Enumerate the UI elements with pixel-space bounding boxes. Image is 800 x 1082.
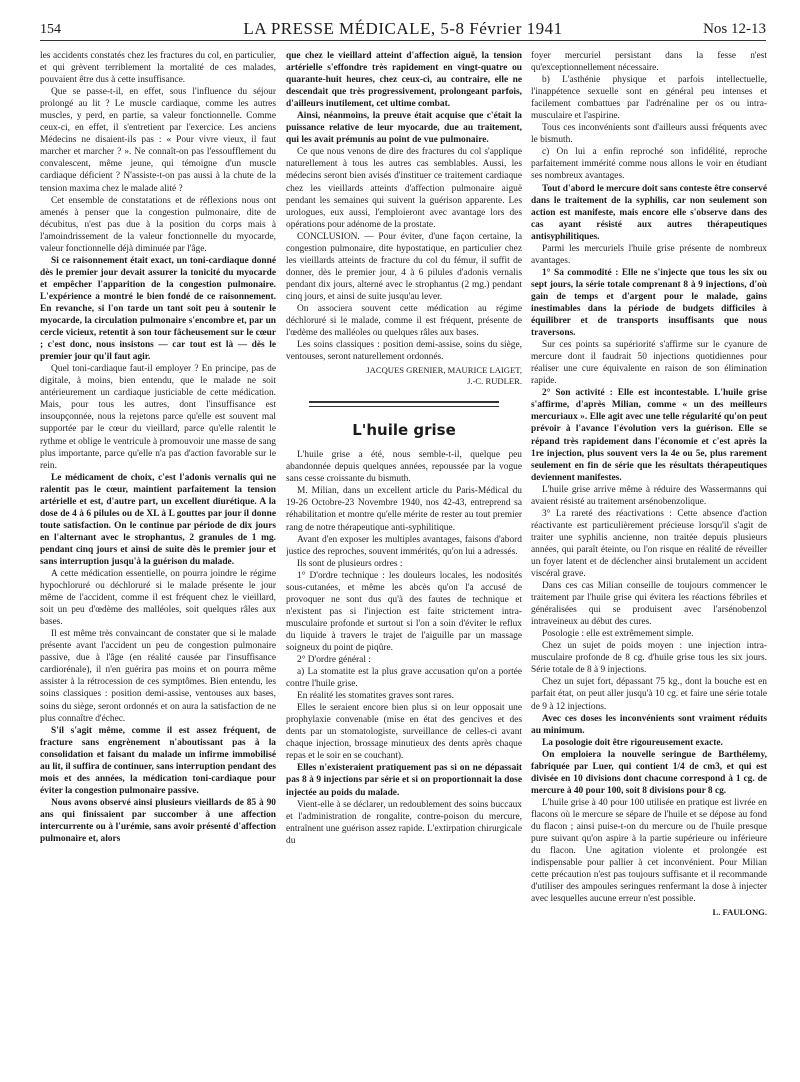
paragraph: Posologie : elle est extrêmement simple.	[542, 629, 694, 640]
paragraph: 2° D'ordre général :	[297, 655, 371, 666]
paragraph: Si ce raisonnement était exact, un toni-cardiaque donné dès le premier jour devait assurer la tonicité du myocarde et empêcher l'apparition de la congestion pulmonaire. L'expérience a montré le bien fondé de ce raisonnement. En revanche, si l'on tarde un tant soit peu à soutenir le myocarde, la circulation pulmonaire s'encombre et, par un cercle vicieux, retentit à son tour fâcheusement sur le cœur ; c'est donc, nous insistons — car tout est là — dès le premier jour qu'il faut agir.	[40, 255, 276, 363]
paragraph: Tous ces inconvénients sont d'ailleurs aussi fréquents avec le bismuth.	[531, 123, 767, 146]
paragraph: a) La stomatite est la plus grave accusation qu'on a portée contre l'huile grise.	[286, 667, 522, 690]
paragraph: Dans ces cas Milian conseille de toujours commencer le traitement par l'huile grise qui évitera les réactions fébriles et généralisées qui se produisent avec l'arsénobenzol intraveineux au début des cures.	[531, 581, 767, 628]
section-title: L'huile grise	[352, 421, 456, 440]
paragraph: Elles n'existeraient pratiquement pas si on ne dépassait pas 8 à 9 injections par série et si on proportionnait la dose injectée au poids du malade.	[286, 763, 522, 798]
paragraph: Avec ces doses les inconvénients sont vraiment réduits au minimum.	[531, 713, 767, 736]
paragraph: c) On lui a enfin reproché son infidélité, reproche parfaitement immérité comme nous allons le voir en étudiant ses nombreux avantages.	[531, 147, 767, 182]
article-adonis-end	[286, 50, 522, 363]
paragraph: Ils sont de plusieurs ordres :	[297, 558, 403, 569]
article-huile-grise-continued	[531, 50, 767, 905]
paragraph: CONCLUSION. — Pour éviter, d'une façon certaine, la congestion pulmonaire, dite hypostatique, en particulier chez les vieillards atteints de fracture du col du fémur, il suffit de donner, dès le premier jour, 4 à 6 pilules d'adonis vernalis pendant dix jours, alterné avec le strophantus (2 mg.) pendant cinq jours, et ainsi de suite jusqu'au lever.	[286, 231, 522, 302]
paragraph: L'huile grise arrive même à réduire des Wassermanns qui avaient résisté au traitement arsénobenzolique.	[531, 484, 767, 507]
paragraph: Elles le seraient encore bien plus si on leur opposait une prophylaxie convenable (mise en état des gencives et des dents par un stomatologiste, surveillance de celles-ci avant chaque injection, brossage minutieux des dents après chaque repas et le soir en se couchant).	[286, 703, 522, 762]
paragraph: 1° D'ordre technique : les douleurs locales, les nodosités sous-cutanées, et même les abcès qu'on l'a accusé de provoquer ne sont dus qu'à des fautes de technique et n'existent pas si l'injection est faite strictement intra-musculaire profonde et surtout si l'on a soin d'éviter le reflux du liquide à travers le trajet de l'aiguille par un massage soigneux du point de piqûre.	[286, 570, 522, 653]
paragraph: les accidents constatés chez les fractures du col, en particulier, et qui grèvent terriblement la mortalité de ces malades, pouvaient être dus à cette insuffisance.	[40, 51, 276, 86]
column-3	[531, 50, 767, 1075]
paragraph: En réalité les stomatites graves sont rares.	[297, 691, 454, 702]
page-header	[40, 18, 766, 41]
paragraph: On emploiera la nouvelle seringue de Barthélemy, fabriquée par Luer, qui contient 1/4 de cm3, et qui est divisée en 10 divisions dont chacune correspond à 1 cg. de mercure à 40 pour 100, soit 8 divisions pour 8 cg.	[531, 749, 767, 796]
paragraph: Il est même très convaincant de constater que si le malade présente avant l'accident un peu de congestion pulmonaire passive, due à l'âge (en réalité causée par l'insuffisance cardiorénale), il n'en guérira pas moins et on pourra même assister à la rétrocession de ces symptômes. Bien entendu, les soins classiques : position demi-assise, ventouses aux bases, soins du siège, seront ordonnés et on aura la satisfaction de ne plus connaître d'échec.	[40, 629, 276, 724]
paragraph: 2° Son activité : Elle est incontestable. L'huile grise s'affirme, d'après Milian, comme « un des meilleurs mercuriaux ». Elle agit avec une telle régularité qu'on peut prévoir à l'avance l'évolution vers la guérison. Elle se répand très rapidement dans l'économie et c'est après la 1re injection, plus souvent vers la 4e ou 5e, plus rarement seulement en fin de série que les résultats thérapeutiques deviennent manifestes.	[531, 388, 767, 483]
issue-number: Nos 12-13	[703, 21, 766, 37]
page-number: 154	[40, 22, 61, 37]
paragraph: Cet ensemble de constatations et de réflexions nous ont amenés à penser que la congestion pulmonaire, dite de décubitus, n'est pas due à la position du corps mais à l'amoindrissement de la valeur fonctionnelle du myocarde, valeur fonctionnelle déjà diminuée par l'âge.	[40, 195, 276, 254]
paragraph: La posologie doit être rigoureusement exacte.	[542, 737, 723, 748]
section-divider	[309, 401, 499, 403]
paragraph: Chez un sujet de poids moyen : une injection intra-musculaire profonde de 8 cg. d'huile grise tous les six jours. Série totale de 8 à 9 injections.	[531, 641, 767, 676]
column-1	[40, 50, 276, 1075]
journal-title: LA PRESSE MÉDICALE, 5-8 Février 1941	[243, 19, 563, 38]
paragraph: Parmi les mercuriels l'huile grise présente de nombreux avantages.	[531, 243, 767, 266]
column-2	[286, 50, 522, 1075]
authors-signature-line-2: J.-C. RUDLER.	[467, 376, 522, 387]
paragraph: L'huile grise à 40 pour 100 utilisée en pratique est livrée en flacons où le mercure se sépare de l'huile et se dépose au fond du flacon ; ainsi puise-t-on du mercure ou de l'huile presque pure suivant qu'on aspire à la partie supérieure ou inférieure du flacon. Une agitation violente et prolongée est indispensable pour pallier à cet inconvénient. Pour Milian cette précaution n'est pas toujours suffisante et il recommande d'utiliser des ampoules seringues renfermant la dose à injecter avec lesquelles aucune erreur n'est possible.	[531, 797, 767, 905]
paragraph: Vient-elle à se déclarer, un redoublement des soins buccaux et l'administration de rongalite, contre-poison du mercure, entraînent une guérison assez rapide. L'extirpation chirurgicale du	[286, 799, 522, 846]
article-huile-grise-start	[286, 449, 522, 847]
paragraph: Ainsi, néanmoins, la preuve était acquise que c'était la puissance relative de leur myocarde, due au traitement, qui les avait prémunis au point de vue pulmonaire.	[286, 111, 522, 146]
paragraph: Les soins classiques : position demi-assise, soins du siège, ventouses, seront naturellement ordonnés.	[286, 340, 522, 363]
paragraph: 3° La rareté des réactivations : Cette absence d'action réactivante est particulièrement précieuse lorsqu'il s'agit de traiter une syphilis ancienne, non traitée depuis plusieurs années, qui paraît éteinte, ou l'on risque en réalité de réveiller un foyer latent et de déclencher ainsi brutalement un accident viscéral grave.	[531, 508, 767, 580]
paragraph: foyer mercuriel persistant dans la fesse n'est qu'exceptionnellement nécessaire.	[531, 51, 767, 74]
paragraph: S'il s'agit même, comme il est assez fréquent, de fracture sans engrènement n'aboutissant pas à la consolidation et faisant du malade un infirme immobilisé au lit, il suffira de continuer, sans interruption pendant des mois et des années, la médication toni-cardiaque pour éviter la congestion pulmonaire passive.	[40, 725, 276, 796]
paragraph: Que se passe-t-il, en effet, sous l'influence du séjour prolongé au lit ? Le muscle cardiaque, comme les autres muscles, y perd, en partie, sa valeur fonctionnelle. Comme ceux-ci, en effet, il s'entretient par l'exercice. Les anciens Médecins ne disaient-ils pas : « Pour vivre vieux, il faut marcher et marcher ? ». Ne connaît-on pas l'essoufflement du convalescent, même jeune, qui témoigne d'un muscle cardiaque déficient ? N'assiste-t-on pas aussi à la chute de la tension maxima chez le malade alité ?	[40, 87, 276, 194]
section-divider-thin	[309, 406, 499, 407]
paragraph: Quel toni-cardiaque faut-il employer ? En principe, pas de digitale, à moins, bien entendu, que le malade ne soit antérieurement un cardiaque justiciable de cette médication. Mais, pour tous les autres, dont l'insuffisance est insoupçonnée, nous la rejetons parce qu'elle est souvent mal supportée par le cœur du vieillard, parce qu'elle ralentit le rythme et oblige le ventricule à promouvoir une masse de sang plus importante, parce qu'elle n'a pas d'action favorable sur le rein.	[40, 364, 276, 471]
paragraph: Le médicament de choix, c'est l'adonis vernalis qui ne ralentit pas le cœur, maintient parfaitement la tension artérielle et est, d'autre part, un excellent diurétique. A la dose de 4 à 6 pilules ou de XL à L gouttes par jour il donne toute satisfaction. On le continue par période de dix jours en l'alternant avec le strophantus, 2 granules de 1 mg. pendant cinq jours et ainsi de suite dès le premier jour et sans interruption jusqu'à la guérison du malade.	[40, 472, 276, 567]
paragraph: b) L'asthénie physique et parfois intellectuelle, l'inappétence sexuelle sont en général peu intenses et facilement combattues par l'adrénaline per os ou intra-musculaire et l'aspirine.	[531, 75, 767, 122]
paragraph: Chez un sujet fort, dépassant 75 kg., dont la bouche est en parfait état, on peut aller jusqu'à 10 cg. et faire une série totale de 9 à 12 injections.	[531, 677, 767, 712]
paragraph: Tout d'abord le mercure doit sans conteste être conservé dans le traitement de la syphilis, car non seulement son action est manifeste, mais encore elle s'observe dans des cas ayant résisté aux autres thérapeutiques antisyphilitiques.	[531, 183, 767, 242]
paragraph: M. Milian, dans un excellent article du Paris-Médical du 19-26 Octobre-23 Novembre 1940, nos 42-43, entreprend sa réhabilitation et montre qu'elle mérite de rester au tout premier rang de notre thérapeutique anti-syphilitique.	[286, 486, 522, 533]
author-signature: L. FAULONG.	[712, 907, 767, 918]
paragraph: Sur ces points sa supériorité s'affirme sur le cyanure de mercure dont il faudrait 50 injections quotidiennes pour réaliser une cure équivalente en raison de son élimination rapide.	[531, 340, 767, 387]
paragraph: Ce que nous venons de dire des fractures du col s'applique naturellement à tous les autres cas semblables. Aussi, les médecins seront bien avisés d'instituer ce traitement cardiaque chez les vieillards atteints d'affection pulmonaire aiguë pendant les semaines qui suivent la guérison apparente. Les urologues, eux aussi, l'emploieront avec avantage lors des opérations pour adénome de la prostate.	[286, 147, 522, 230]
paragraph: Avant d'en exposer les multiples avantages, faisons d'abord justice des reproches, souvent immérités, qu'on lui a adressés.	[286, 534, 522, 557]
paragraph: A cette médication essentielle, on pourra joindre le régime hypochloruré ou déchloruré si le malade présente le jour même de l'accident, comme il est fréquent chez le vieillard, soit un peu d'œdème des malléoles, soit quelques râles aux bases.	[40, 569, 276, 628]
paragraph: que chez le vieillard atteint d'affection aiguë, la tension artérielle s'effondre très rapidement en vingt-quatre ou quarante-huit heures, chez ceux-ci, au contraire, elle ne descendait que très progressivement, prolongeant parfois, d'ailleurs inutilement, cet ultime combat.	[286, 51, 522, 110]
paragraph: L'huile grise a été, nous semble-t-il, quelque peu abandonnée depuis quelques années, repoussée par la vogue sans cesse croissante du bismuth.	[286, 450, 522, 485]
authors-signature-line-1: JACQUES GRENIER, MAURICE LAIGET,	[366, 365, 522, 376]
paragraph: On associera souvent cette médication au régime déchloruré si le malade, comme il est fréquent, présente de l'œdème des malléoles ou quelques râles aux bases.	[286, 303, 522, 339]
paragraph: Nous avons observé ainsi plusieurs vieillards de 85 à 90 ans qui finissaient par succomber à une affection intercurrente ou à l'urémie, sans avoir présenté d'affection pulmonaire et, alors	[40, 797, 276, 845]
paragraph: 1° Sa commodité : Elle ne s'injecte que tous les six ou sept jours, la série totale comprenant 8 à 9 injections, d'où gain de temps et d'argent pour le malade, gains inestimables dans la période de budgets difficiles à équilibrer et de transports insuffisants que nous traversons.	[531, 267, 767, 339]
